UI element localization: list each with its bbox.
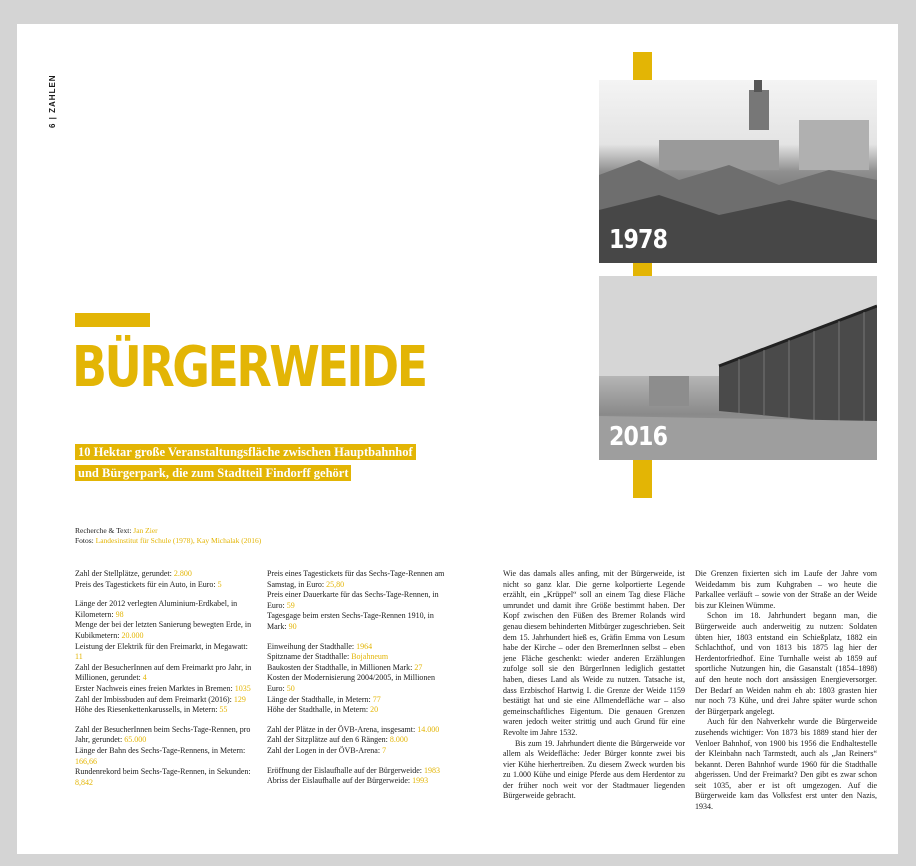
fact-group xyxy=(267,766,445,787)
fact-value: 20.000 xyxy=(121,630,144,640)
fact-line: Spitzname der Stadthalle: Bojahneum xyxy=(267,652,389,662)
fact-line: Zahl der Logen in der ÖVB-Arena: 7 xyxy=(267,745,387,755)
fact-line: Erster Nachweis eines freien Marktes in Bremen: 1035 xyxy=(75,683,251,693)
article-column-2 xyxy=(695,569,877,813)
credits: Recherche & Text: Jan Zier Fotos: Landesinstitut für Schule (1978), Kay Michalak (2016) xyxy=(75,526,262,545)
fact-line: Kosten der Modernisierung 2004/2005, in Millionen Euro: 50 xyxy=(267,673,435,693)
fact-group xyxy=(75,599,255,716)
fact-line: Leistung der Elektrik für den Freimarkt, in Megawatt: 11 xyxy=(75,641,248,662)
article-paragraph: Bis zum 19. Jahrhundert diente die Bürgerweide vor allem als Weidefläche: Jeder Bürger konnte zwei bis vier Kühe hierhertreiben. Zu diesem Zweck wurden bis zu 1.000 Kühe und einige Pferde aus dem Herdentor zu der früher noch weit vor der Stadtmauer liegenden Bürgerweide gebracht. xyxy=(503,738,685,801)
fact-line: Zahl der Sitzplätze auf den 6 Rängen: 8.000 xyxy=(267,735,408,745)
fact-group xyxy=(267,725,445,757)
fact-line: Menge der bei der letzten Sanierung bewegten Erde, in Kubikmetern: 20.000 xyxy=(75,620,252,640)
fact-value: Bojahneum xyxy=(351,652,389,662)
fact-value: 20 xyxy=(370,705,379,715)
facts-column-1 xyxy=(75,569,255,797)
fact-line: Zahl der Imbissbuden auf dem Freimarkt (2016): 129 xyxy=(75,694,246,704)
subtitle-line-2: und Bürgerpark, die zum Stadtteil Findorff gehört xyxy=(75,465,351,481)
fact-value: 1035 xyxy=(234,683,251,693)
fact-line: Einweihung der Stadthalle: 1964 xyxy=(267,641,373,651)
fact-line: Zahl der Plätze in der ÖVB-Arena, insgesamt: 14.000 xyxy=(267,724,440,734)
accent-bar xyxy=(75,313,150,327)
fact-line: Rundenrekord beim Sechs-Tage-Rennen, in Sekunden: 8,842 xyxy=(75,767,251,787)
fact-line: Eröffnung der Eislaufhalle auf der Bürgerweide: 1983 xyxy=(267,765,440,775)
fact-line: Höhe des Riesenkettenkarussells, in Metern: 55 xyxy=(75,705,228,715)
fact-line: Abriss der Eislaufhalle auf der Bürgerweide: 1993 xyxy=(267,776,429,786)
fact-value: 27 xyxy=(414,662,423,672)
fact-value: 8,842 xyxy=(75,777,93,787)
fact-value: 98 xyxy=(115,609,124,619)
fact-line: Höhe der Stadthalle, in Metern: 20 xyxy=(267,705,379,715)
fact-value: 5 xyxy=(217,579,222,589)
fact-line: Preis eines Tagestickets für das Sechs-Tage-Rennen am Samstag, in Euro: 25,80 xyxy=(267,569,445,589)
section-label: 6 | ZAHLEN xyxy=(48,74,57,128)
fact-value: 7 xyxy=(382,745,387,755)
photo-1978 xyxy=(599,80,877,263)
fact-value: 55 xyxy=(219,705,228,715)
fact-group xyxy=(267,569,445,633)
fact-line: Länge der 2012 verlegten Aluminium-Erdkabel, in Kilometern: 98 xyxy=(75,599,238,619)
fact-line: Tagesgage beim ersten Sechs-Tage-Rennen 1910, in Mark: 90 xyxy=(267,611,434,631)
article-paragraph: Auch für den Nahverkehr wurde die Bürgerweide zusehends wichtiger: Von 1873 bis 1889 stand hier der Venloer Bahnhof, von 1900 bis 1956 die Endhaltestelle der Kleinbahn nach Tarmstedt, auch als „Jan Reiners“ bekannt. Deren Bahnhof wurde 1960 für die Stadthalle abgerissen. Und der Freimarkt? Den gibt es zwar schon seit 1035, aber er ist oft umgezogen. Auf die Bürgerweide kam das Volksfest erst unter den Nazis, 1934. xyxy=(695,717,877,812)
fact-value: 50 xyxy=(286,683,295,693)
photo-2016 xyxy=(599,276,877,460)
year-label: 2016 xyxy=(609,422,668,452)
fact-line: Länge der Bahn des Sechs-Tage-Rennens, in Metern: 166,66 xyxy=(75,745,246,766)
year-label: 1978 xyxy=(609,225,668,255)
fact-value: 11 xyxy=(75,652,83,662)
article-paragraph: Schon im 18. Jahrhundert begann man, die Bürgerweide auch anderweitig zu nutzen: Soldaten übten hier, 1803 entstand ein Schießplatz, 1882 ein Schlachthof, und von 1813 bis 1875 lag hier der Herdentorfriedhof. Eine Turnhalle weist ab 1859 auf sportliche Nutzungen hin, die Gasanstalt (1854–1898) auf den heute noch dort ansässigen Energieversorger. Der Bedarf an Weiden nahm eh ab: 1803 grasten hier nur noch 73 Kühe, und drei Jahre später wurde schon der Bürgerpark angelegt. xyxy=(695,611,877,716)
fact-line: Preis des Tagestickets für ein Auto, in Euro: 5 xyxy=(75,579,222,589)
article-paragraph: Wie das damals alles anfing, mit der Bürgerweide, ist nicht so ganz klar. Die gerne kolportierte Legende erzählt, ein „Krüppel“ soll an einem Tag diese Fläche umrundet und damit ihre Größe bestimmt haben. Der Kopf zwischen den Füßen des Bremer Rolands wird genau diesem behinderten Mitbürger zugeschrieben. Seit dem 15. Jahrhundert hieß es, Gräfin Emma von Lesum habe der Kirche – oder den BremerInnen selbst – eben jene Fläche geschenkt: wieder anderen Erzählungen zufolge soll sie den BürgerInnen lediglich gestattet haben, dieses Land als Weide zu nutzen. Tatsache ist, dass Erzbischof Hartwig I. die Grenze der Weide 1159 bestätigt hat und sie eine Allmendefläche war – also gemeinschaftliches Eigentum. Die genauen Grenzen waren jedoch weiter strittig und auch Grund für eine Revolte im Jahre 1532. xyxy=(503,569,686,737)
article-paragraph: Die Grenzen fixierten sich im Laufe der Jahre vom Weidedamm bis zum Kuhgraben – wo heute die Parkallee verläuft – sowie von der Straße an der Weide bis zur Kleinen Wümme. xyxy=(695,569,877,610)
fact-value: 1983 xyxy=(423,765,440,775)
fact-group xyxy=(75,725,255,789)
fact-value: 14.000 xyxy=(417,724,440,734)
facts-column-2 xyxy=(267,569,445,796)
page-title: BÜRGERWEIDE xyxy=(72,335,426,400)
fact-value: 90 xyxy=(288,621,297,631)
fact-line: Zahl der BesucherInnen auf dem Freimarkt pro Jahr, in Millionen, gerundet: 4 xyxy=(75,662,252,683)
fact-line: Zahl der Stellplätze, gerundet: 2.800 xyxy=(75,569,192,578)
fact-line: Preis einer Dauerkarte für das Sechs-Tage-Rennen, in Euro: 59 xyxy=(267,590,439,610)
fact-value: 1964 xyxy=(356,641,373,651)
fact-line: Zahl der BesucherInnen beim Sechs-Tage-Rennen, pro Jahr, gerundet: 65.000 xyxy=(75,724,251,745)
fact-value: 166,66 xyxy=(75,756,97,766)
fact-value: 8.000 xyxy=(389,735,408,745)
fact-value: 4 xyxy=(142,673,147,683)
article-column-1 xyxy=(503,569,685,802)
magazine-page xyxy=(17,24,898,854)
fact-value: 59 xyxy=(286,600,295,610)
fact-value: 1993 xyxy=(412,776,429,786)
fact-value: 65.000 xyxy=(124,735,147,745)
subtitle-line-1: 10 Hektar große Veranstaltungsfläche zwischen Hauptbahnhof xyxy=(75,444,416,460)
fact-group xyxy=(75,569,255,590)
subtitle xyxy=(75,443,416,485)
fact-line: Länge der Stadthalle, in Metern: 77 xyxy=(267,694,381,704)
fact-value: 25,80 xyxy=(326,579,345,589)
fact-group xyxy=(267,642,445,716)
fact-value: 2.800 xyxy=(173,569,192,578)
fact-line: Baukosten der Stadthalle, in Millionen Mark: 27 xyxy=(267,662,423,672)
fact-value: 77 xyxy=(372,694,381,704)
fact-value: 129 xyxy=(233,694,246,704)
